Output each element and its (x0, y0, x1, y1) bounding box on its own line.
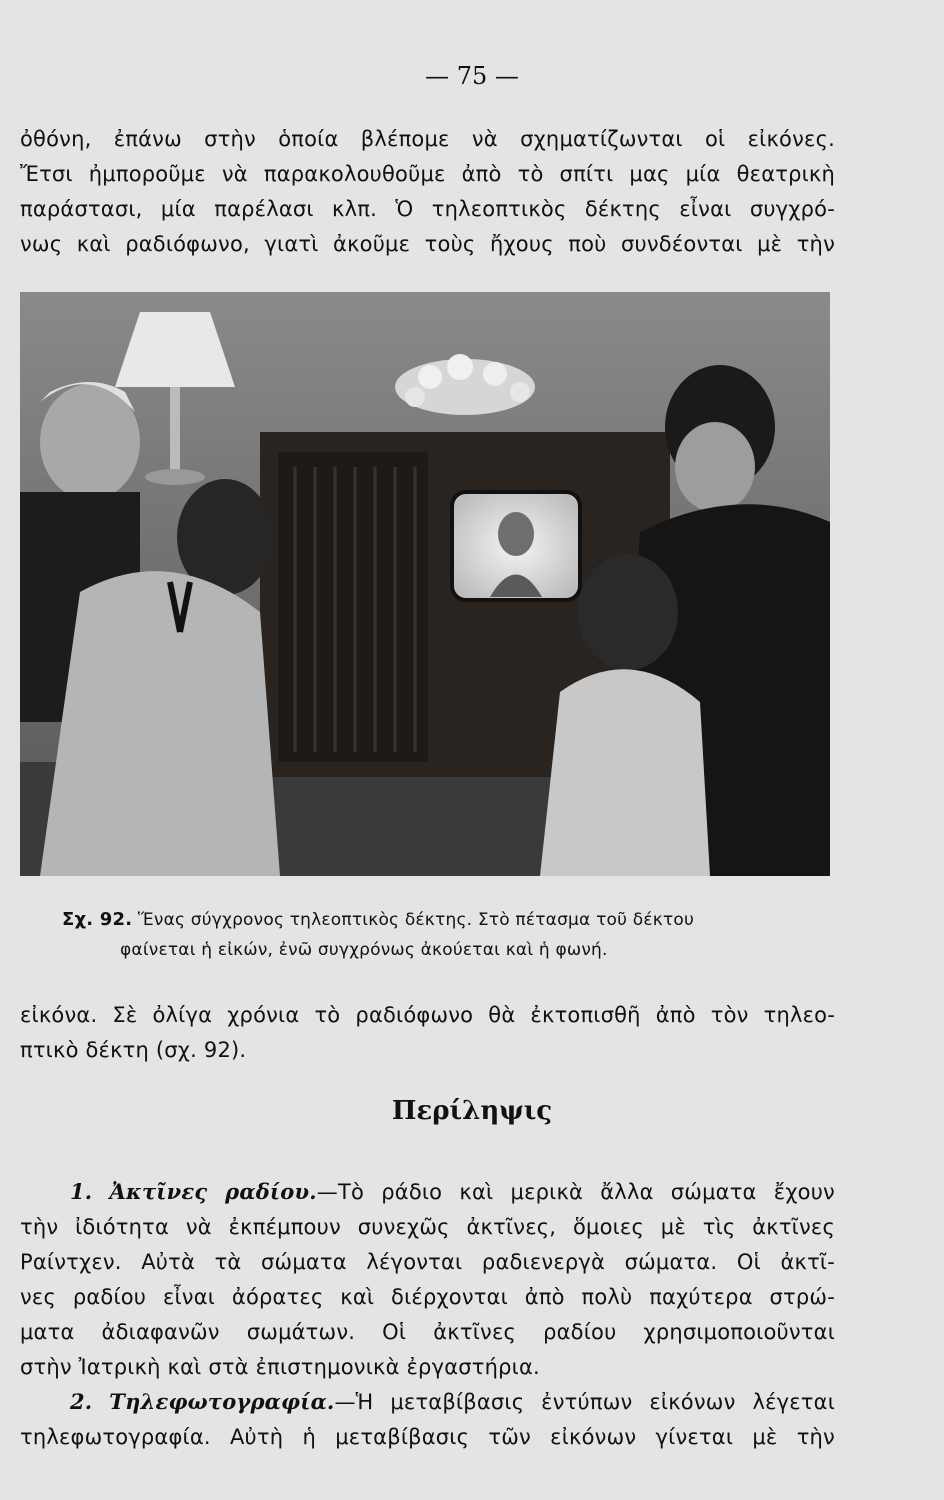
caption-line: φαίνεται ἡ εἰκών, ἐνῶ συγχρόνως ἀκούεται καὶ ἡ φωνή. (120, 940, 608, 960)
after-figure-paragraph (20, 998, 835, 1068)
caption-text: Ἕνας σύγχρονος τηλεοπτικὸς δέκτης. Στὸ πέτασμα τοῦ δέκτου (137, 910, 695, 930)
caption-label: Σχ. 92. (62, 909, 133, 930)
summary-item-1 (20, 1174, 835, 1385)
text-line: νως καὶ ραδιόφωνο, γιατὶ ἀκοῦμε τοὺς ἤχους ποὺ συνδέονται μὲ τὴν (20, 232, 835, 256)
text-line: ματα ἀδιαφανῶν σωμάτων. Οἱ ἀκτῖνες ραδίου χρησιμοποιοῦνται (20, 1320, 835, 1344)
summary-item-2 (20, 1384, 835, 1455)
lamp-base (145, 469, 205, 485)
text-line: ὀθόνη, ἐπάνω στὴν ὁποία βλέπομε νὰ σχηματίζωνται οἱ εἰκόνες. (20, 127, 835, 151)
text-line (20, 1174, 835, 1210)
text-line: Ραίντχεν. Αὐτὰ τὰ σώματα λέγονται ραδιενεργὰ σώματα. Οἱ ἀκτῖ- (20, 1250, 835, 1274)
text-line: στὴν Ἰατρικὴ καὶ στὰ ἐπιστημονικὰ ἐργαστήρια. (20, 1355, 540, 1379)
television-photograph (20, 292, 830, 876)
text-line: νες ραδίου εἶναι ἀόρατες καὶ διέρχονται ἀπὸ πολὺ παχύτερα στρώ- (20, 1285, 835, 1309)
text-line: τὴν ἰδιότητα νὰ ἐκπέμπουν συνεχῶς ἀκτῖνες, ὅμοιες μὲ τὶς ἀκτῖνες (20, 1215, 835, 1239)
text-line (20, 1384, 835, 1420)
item-text: —Ἡ μεταβίβασις ἐντύπων εἰκόνων λέγεται (334, 1390, 835, 1414)
text-line: Ἔτσι ἠμποροῦμε νὰ παρακολουθοῦμε ἀπὸ τὸ σπίτι μας μία θεατρικὴ (20, 162, 835, 186)
section-heading: Περίληψις (391, 1096, 553, 1126)
figure-caption (62, 905, 822, 965)
text-line: εἰκόνα. Σὲ ὀλίγα χρόνια τὸ ραδιόφωνο θὰ ἐκτοπισθῆ ἀπὸ τὸν τηλεο- (20, 1003, 835, 1027)
text-line: παράστασι, μία παρέλασι κλπ. Ὁ τηλεοπτικὸς δέκτης εἶναι συγχρό- (20, 197, 835, 221)
item-number: 2. (70, 1389, 93, 1414)
screen-face (498, 512, 534, 556)
item-number: 1. (70, 1179, 93, 1204)
page-number: — 75 — (425, 62, 519, 90)
text-line: τηλεφωτογραφία. Αὐτὴ ἡ μεταβίβασις τῶν εἰκόνων γίνεται μὲ τὴν (20, 1425, 835, 1449)
item-title: Ἀκτῖνες ραδίου. (109, 1179, 317, 1204)
cabinet-door-left (278, 452, 428, 762)
item-text: —Τὸ ράδιο καὶ μερικὰ ἄλλα σώματα ἔχουν (316, 1180, 835, 1204)
photo-illustration (20, 292, 830, 876)
text-line: πτικὸ δέκτη (σχ. 92). (20, 1038, 247, 1062)
caption-line (62, 905, 822, 935)
lamp-stand (170, 387, 180, 477)
intro-paragraph (20, 122, 835, 262)
item-title: Τηλεφωτογραφία. (109, 1389, 335, 1414)
